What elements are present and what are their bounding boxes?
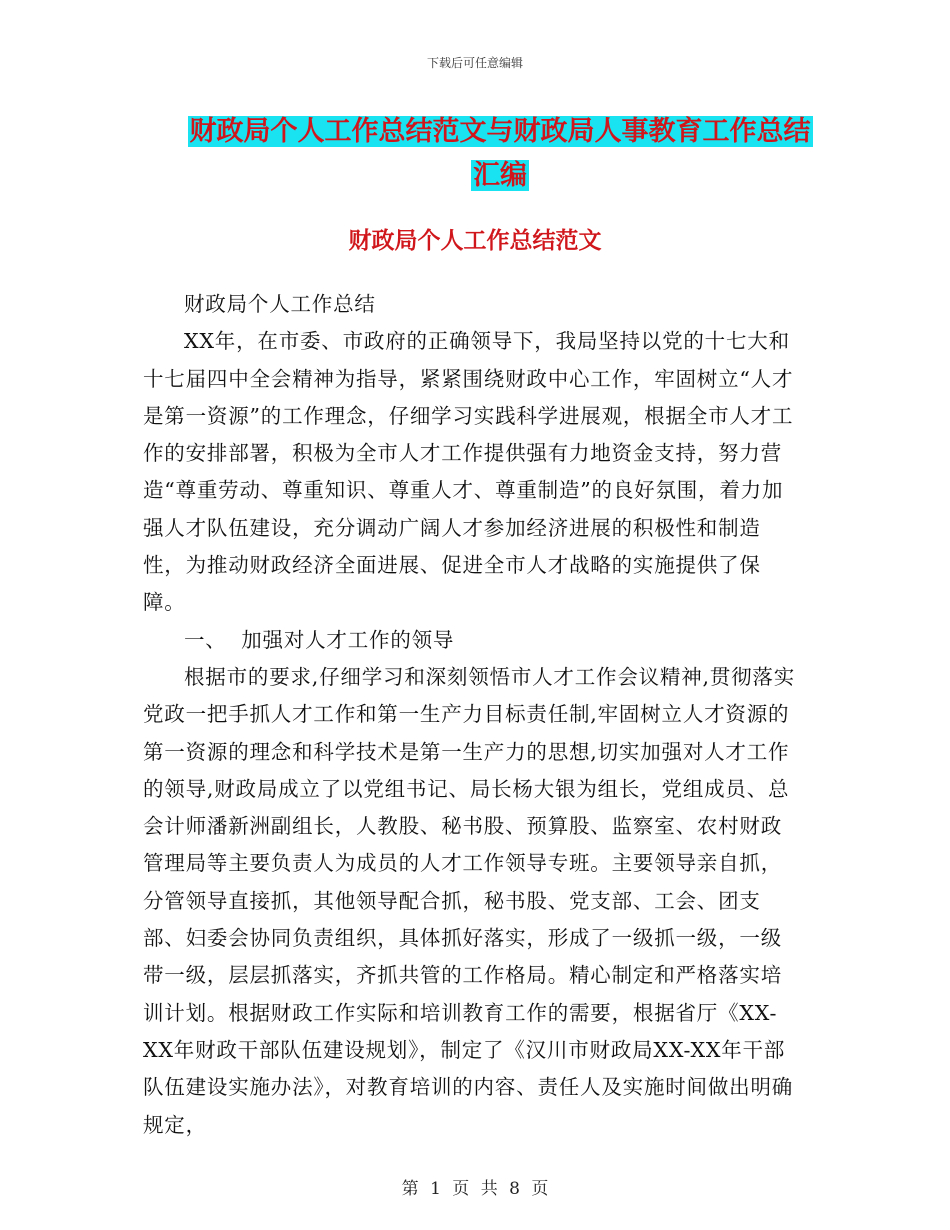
body-paragraph: 财政局个人工作总结 [184,292,376,316]
body-heading: 一、 加强对人才工作的领导 [184,627,455,652]
page-footer: 第 1 页 共 8 页 [401,1179,549,1199]
title-line-1: 财政局个人工作总结范文与财政局人事教育工作总结 [189,116,811,147]
header-note: 下载后可任意编辑 [426,56,523,70]
document-title [140,110,860,198]
body-paragraph: 根据市的要求,仔细学习和深刻领悟市人才工作会议精神,贯彻落实党政一把手抓人才工作和第一生产力目标责任制,牢固树立人才资源的第一资源的理念和科学技术是第一生产力的思想,切实加强对人才工作的领导,财政局成立了以党组书记、局长杨大银为组长，党组成员、总会计师潘新洲副组长，人教股、秘书股、预算股、监察室、农村财政管理局等主要负责人为成员的人才工作领导专班。主要领导亲自抓，分管领导直接抓，其他领导配合抓，秘书股、党支部、工会、团支部、妇委会协同负责组织，具体抓好落实，形成了一级抓一级，一级带一级，层层抓落实，齐抓共管的工作格局。精心制定和严格落实培训计划。根据财政工作实际和培训教育工作的需要，根据省厅《XX-XX年财政干部队伍建设规划》，制定了《汉川市财政局XX-XX年干部队伍建设实施办法》，对教育培训的内容、责任人及实施时间做出明确规定， [143,664,796,1137]
document-body [143,286,803,1144]
body-paragraph: XX年，在市委、市政府的正确领导下，我局坚持以党的十七大和十七届四中全会精神为指导，紧紧围绕财政中心工作，牢固树立“人才是第一资源”的工作理念，仔细学习实践科学进展观，根据全市人才工作的安排部署，积极为全市人才工作提供强有力地资金支持，努力营造“尊重劳动、尊重知识、尊重人才、尊重制造”的良好氛围，着力加强人才队伍建设，充分调动广阔人才参加经济进展的积极性和制造性，为推动财政经济全面进展、促进全市人才战略的实施提供了保障。 [143,329,794,615]
section-title: 财政局个人工作总结范文 [348,228,602,254]
title-line-2: 汇编 [473,160,527,191]
